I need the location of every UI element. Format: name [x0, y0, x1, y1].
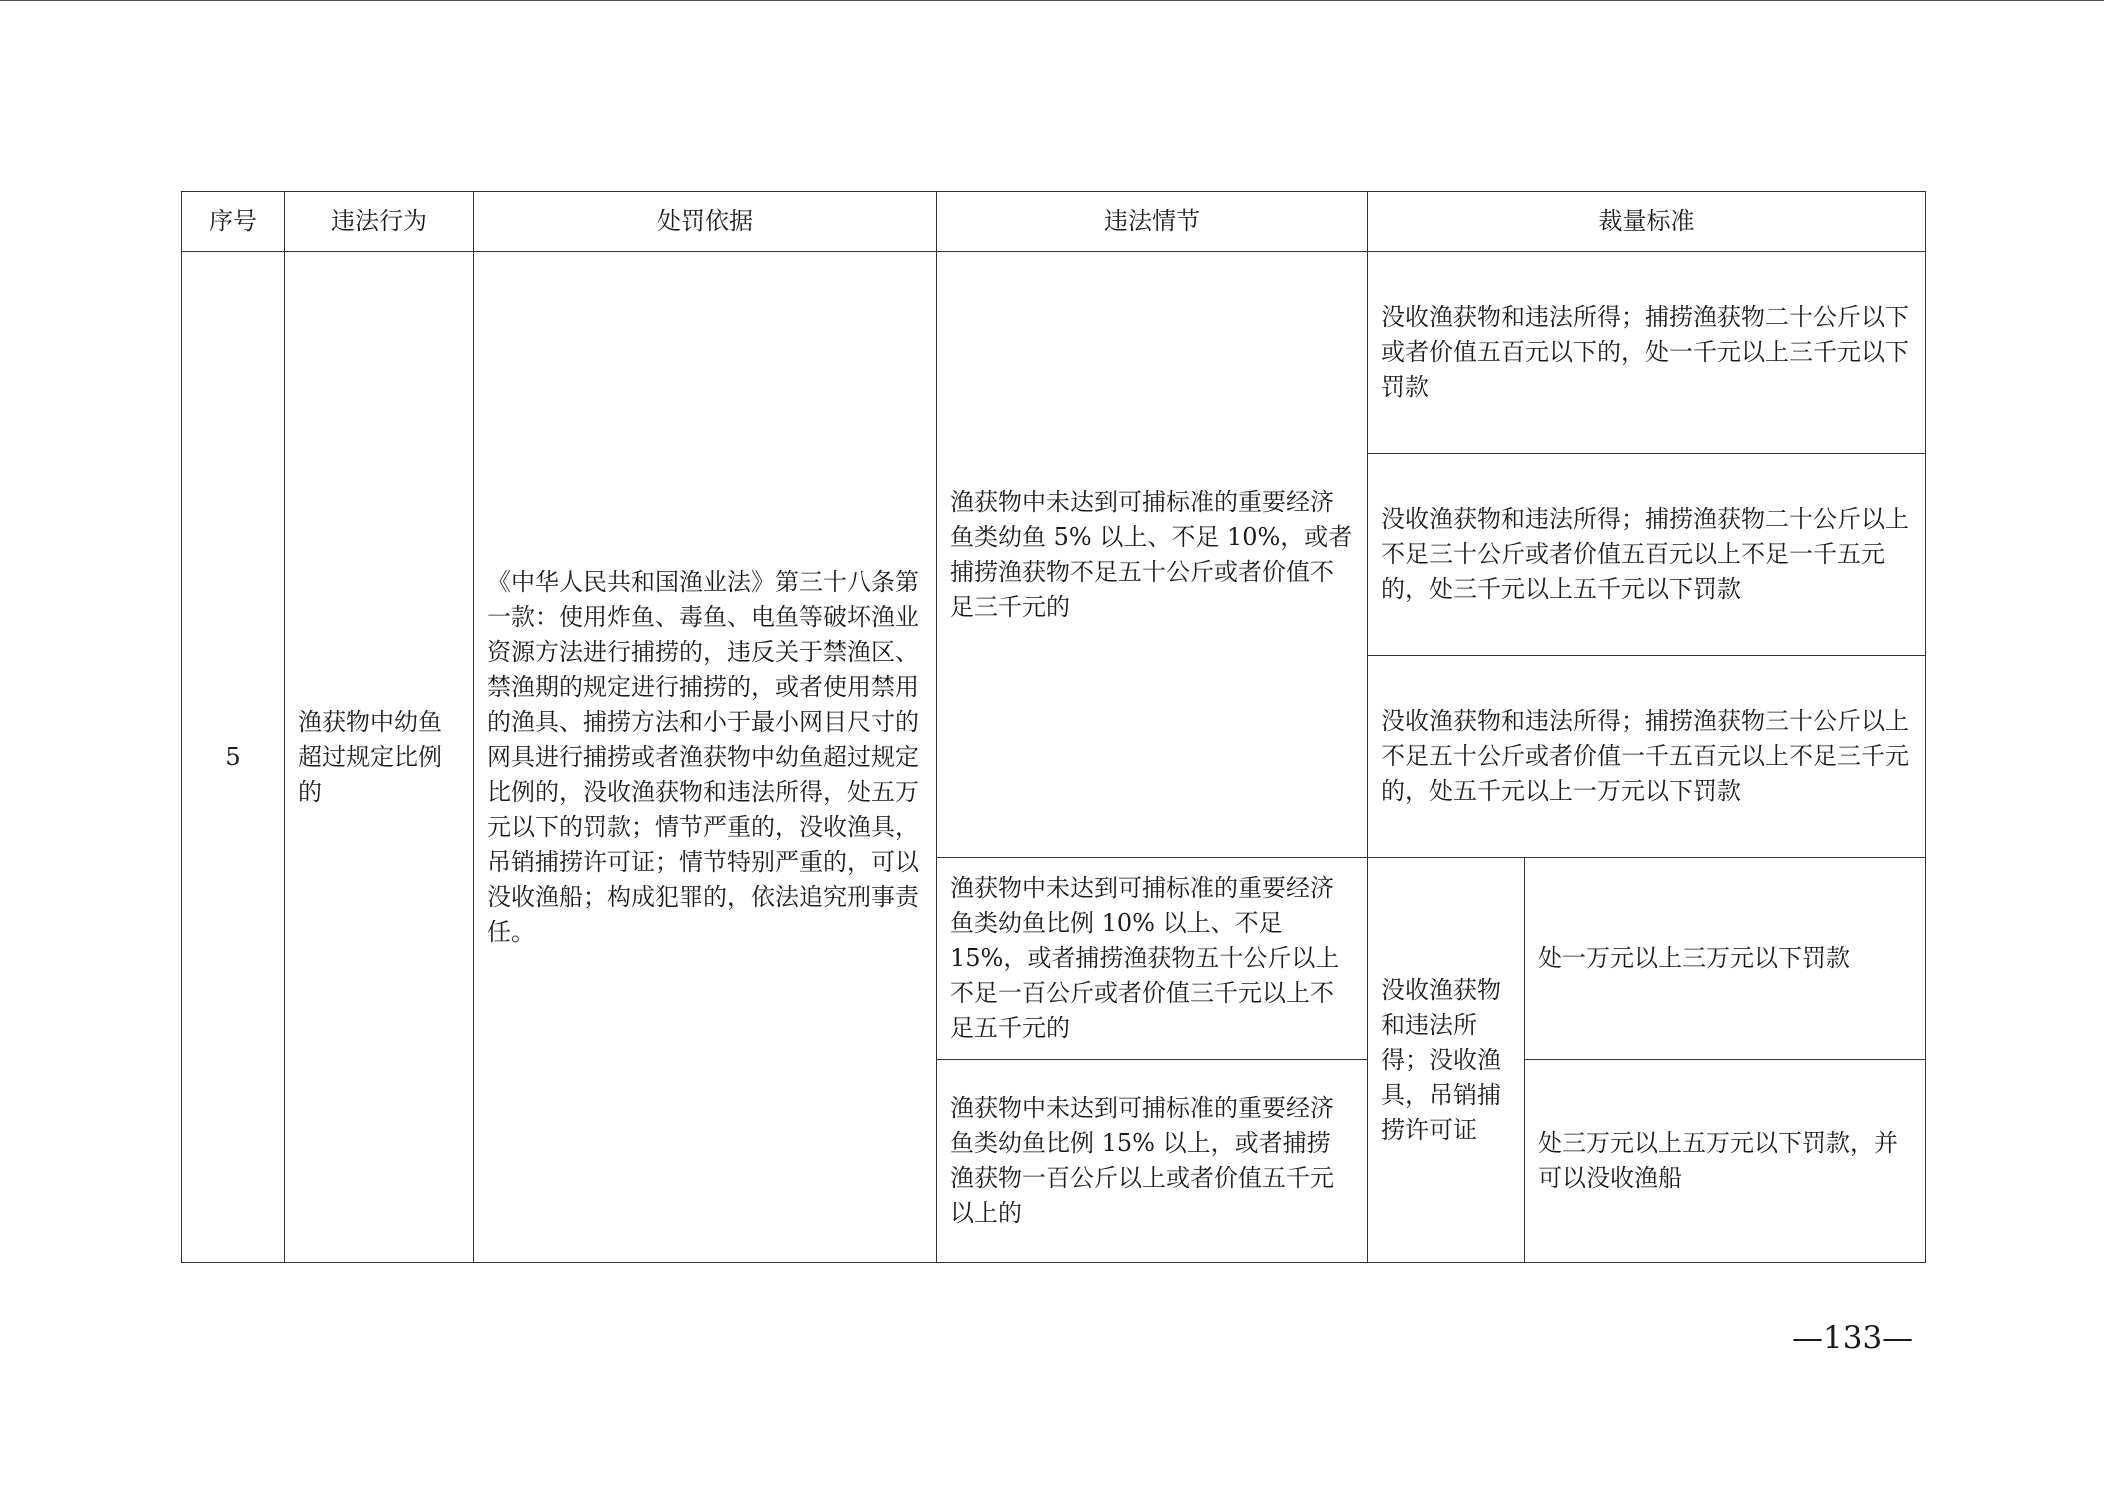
shared-standard-cell: 没收渔获物和违法所得；没收渔具，吊销捕捞许可证	[1368, 858, 1525, 1263]
standard-cell-2: 没收渔获物和违法所得；捕捞渔获物二十公斤以上不足三十公斤或者价值五百元以上不足一千五元的，处三千元以上五千元以下罚款	[1368, 454, 1926, 656]
fine-cell-2: 处三万元以上五万元以下罚款，并可以没收渔船	[1525, 1060, 1926, 1263]
penalty-discretion-table	[181, 191, 1926, 1263]
circumstance-cell-2: 渔获物中未达到可捕标准的重要经济鱼类幼鱼比例 10% 以上、不足 15%，或者捕捞渔获物五十公斤以上不足一百公斤或者价值三千元以上不足五千元的	[937, 858, 1368, 1060]
standard-cell-3: 没收渔获物和违法所得；捕捞渔获物三十公斤以上不足五十公斤或者价值一千五百元以上不足三千元的，处五千元以上一万元以下罚款	[1368, 656, 1926, 858]
page-number: —133—	[1792, 1320, 1914, 1356]
circumstance-cell-1: 渔获物中未达到可捕标准的重要经济鱼类幼鱼 5% 以上、不足 10%，或者捕捞渔获物不足五十公斤或者价值不足三千元的	[937, 252, 1368, 858]
header-violation: 违法行为	[285, 192, 474, 252]
violation-cell: 渔获物中幼鱼超过规定比例的	[285, 252, 474, 1263]
header-seq: 序号	[182, 192, 285, 252]
page-top-border	[0, 0, 2104, 1]
header-standard: 裁量标准	[1368, 192, 1926, 252]
fine-cell-1: 处一万元以上三万元以下罚款	[1525, 858, 1926, 1060]
header-basis: 处罚依据	[474, 192, 937, 252]
header-row	[182, 192, 1926, 252]
header-circumstances: 违法情节	[937, 192, 1368, 252]
table-row	[182, 252, 1926, 454]
standard-cell-1: 没收渔获物和违法所得；捕捞渔获物二十公斤以下或者价值五百元以下的，处一千元以上三千元以下罚款	[1368, 252, 1926, 454]
seq-cell: 5	[182, 252, 285, 1263]
circumstance-cell-3: 渔获物中未达到可捕标准的重要经济鱼类幼鱼比例 15% 以上，或者捕捞渔获物一百公斤以上或者价值五千元以上的	[937, 1060, 1368, 1263]
basis-cell: 《中华人民共和国渔业法》第三十八条第一款：使用炸鱼、毒鱼、电鱼等破坏渔业资源方法进行捕捞的，违反关于禁渔区、禁渔期的规定进行捕捞的，或者使用禁用的渔具、捕捞方法和小于最小网目尺寸的网具进行捕捞或者渔获物中幼鱼超过规定比例的，没收渔获物和违法所得，处五万元以下的罚款；情节严重的，没收渔具，吊销捕捞许可证；情节特别严重的，可以没收渔船；构成犯罪的，依法追究刑事责任。	[474, 252, 937, 1263]
